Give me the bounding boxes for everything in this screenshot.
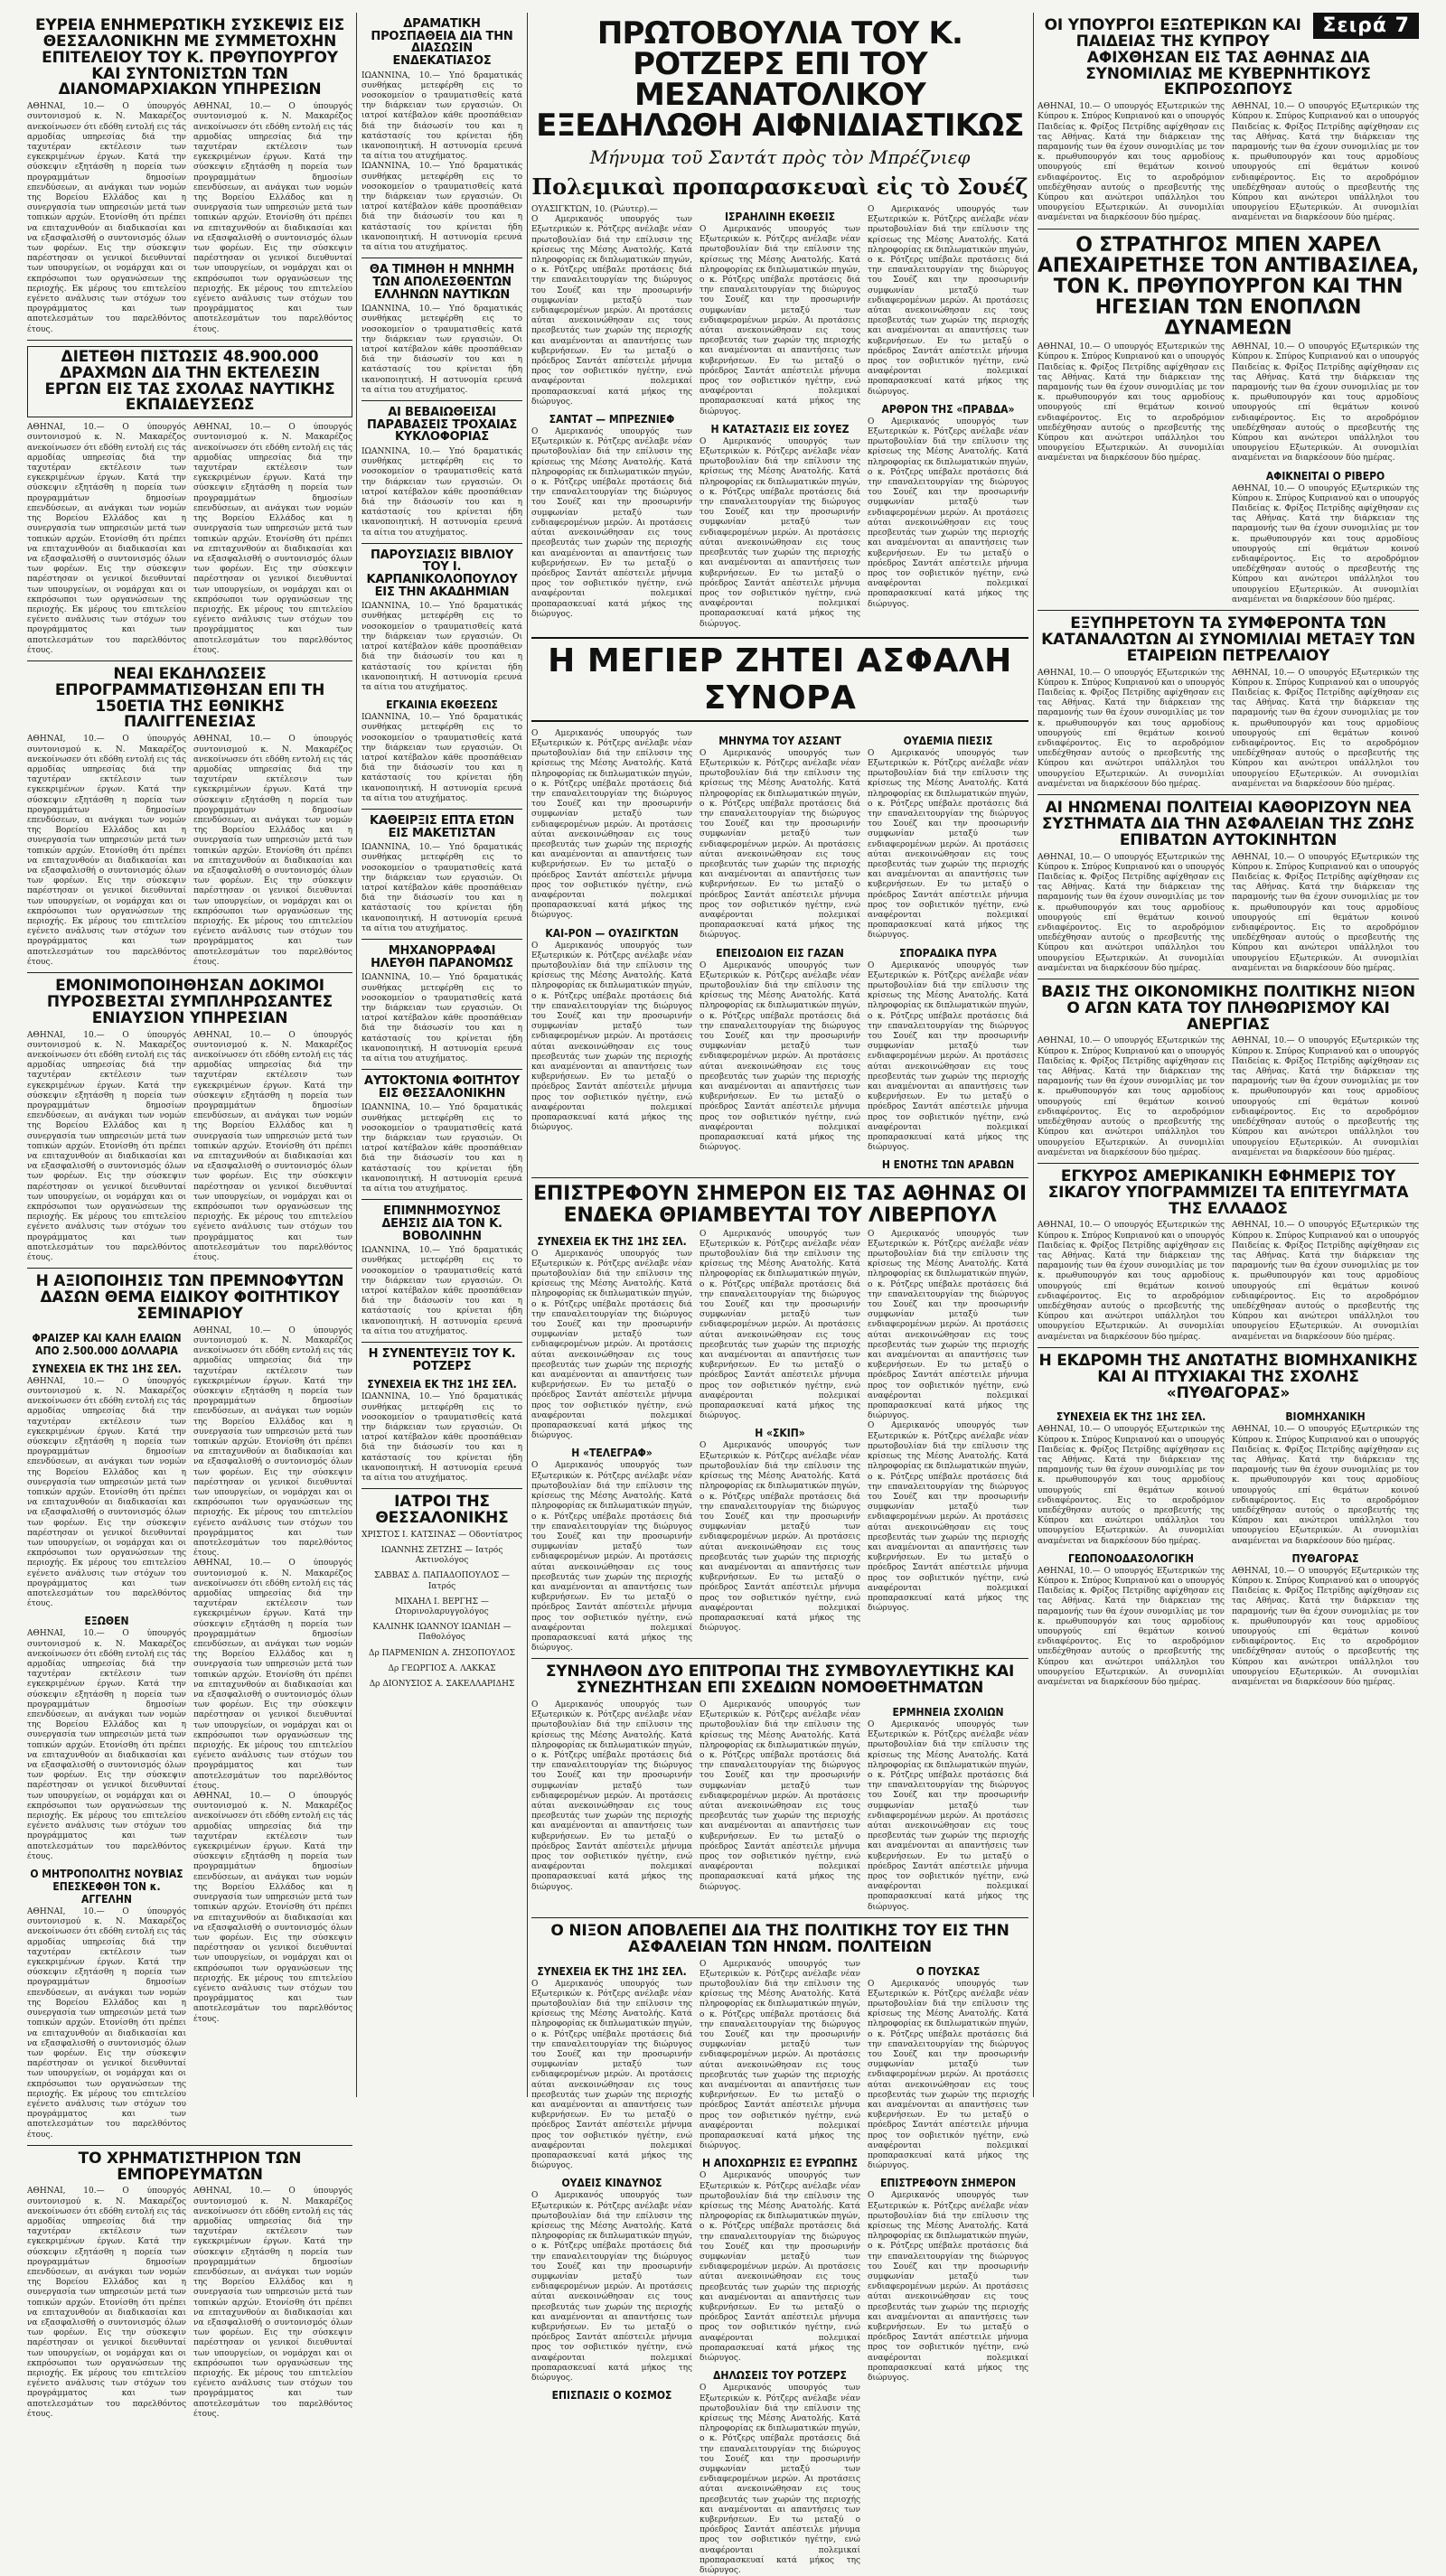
continuation-label: ΣΥΝΕΧΕΙΑ ΕΚ ΤΗΣ 1ΗΣ ΣΕΛ. [32,1362,182,1375]
headline: ΔΙΕΤΕΘΗ ΠΙΣΤΩΣΙΣ 48.900.000 ΔΡΑΧΜΩΝ ΔΙΑ ΤΗΝ ΕΚΤΕΛΕΣΙΝ ΕΡΓΩΝ ΕΙΣ ΤΑΣ ΣΧΟΛΑΣ ΝΑΥΤΙΚΗΣ ΕΚΠΑΙΔΕΥΣΕΩΣ [27,346,352,417]
headline: ΒΑΣΙΣ ΤΗΣ ΟΙΚΟΝΟΜΙΚΗΣ ΠΟΛΙΤΙΚΗΣ ΝΙΞΟΝ Ο ΑΓΩΝ ΚΑΤΑ ΤΟΥ ΠΛΗΘΩΡΙΣΜΟΥ ΚΑΙ ΑΝΕΡΓΙΑΣ [1041,982,1415,1034]
banner-headline: Η ΜΕΓΙΕΡ ΖΗΤΕΙ ΑΣΦΑΛΗ ΣΥΝΟΡΑ [531,637,1028,722]
page-flag: Σειρά 7 [1313,13,1419,39]
headline: Ο ΣΤΡΑΤΗΓΟΣ ΜΠΕΝ ΧΑΡΕΛ ΑΠΕΧΑΙΡΕΤΗΣΕ ΤΟΝ ΑΝΤΙΒΑΣΙΛΕΑ, ΤΟΝ Κ. ΠΡΘΥΠΟΥΡΓΟΝ ΚΑΙ ΤΗΝ ΗΓΕΣΙΑΝ ΤΩΝ ΕΝΟΠΛΩΝ ΔΥΝΑΜΕΩΝ [1038,233,1419,341]
kicker: Πολεμικαὶ προπαρασκευαὶ εἰς τὸ Σουέζ [531,173,1028,200]
headline: Ο ΝΙΞΟΝ ΑΠΟΒΛΕΠΕΙ ΔΙΑ ΤΗΣ ΠΟΛΙΤΙΚΗΣ ΤΟΥ ΕΙΣ ΤΗΝ ΑΣΦΑΛΕΙΑΝ ΤΩΝ ΗΝΩΜ. ΠΟΛΙΤΕΙΩΝ [550,1921,1009,1956]
headline: ΟΙ ΥΠΟΥΡΓΟΙ ΕΞΩΤΕΡΙΚΩΝ ΚΑΙ ΠΑΙΔΕΙΑΣ ΤΗΣ ΚΥΠΡΟΥ ΑΦΙΧΘΗΣΑΝ ΕΙΣ ΤΑΣ ΑΘΗΝΑΣ ΔΙΑ ΣΥΝΟΜΙΛΙΑΣ ΜΕ ΚΥΒΕΡΝΗΤΙΚΟΥΣ ΕΚΠΡΟΣΩΠΟΥΣ [1044,16,1371,99]
headline: ΑΙ ΒΕΒΑΙΩΘΕΙΣΑΙ ΠΑΡΑΒΑΣΕΙΣ ΤΡΟΧΑΙΑΣ ΚΥΚΛΟΦΟΡΙΑΣ [366,405,517,445]
column-rule [1033,13,1034,2097]
headline: ΜΗΧΑΝΟΡΡΑΦΑΙ ΗΛΕΥΘΗ ΠΑΡΑΝΟΜΩΣ [371,944,513,970]
doctors-directory: ΧΡΙΣΤΟΣ Ι. ΚΑΤΣΙΝΑΣ — Οδοντίατρος ΙΩΑΝΝΗΣ ΖΕΤΖΗΣ — Ιατρός Ακτινολόγος ΣΑΒΒΑΣ Δ. ΠΑΠΑΔΟΠΟΥΛΟΣ — Ιατρός ΜΙΧΑΗΛ Ι. ΒΕΡΓΗΣ — Ωτορινολαρυγγολόγος ΚΑΛΙΝΗΚ ΙΩΑΝΝΟΥ ΙΩΑΝΙΔΗ — Παθολόγος Δρ ΠΑΡΜΕΝΙΩΝ Α. ΖΗΣΟΠΟΥΛΟΣ Δρ ΓΕΩΡΓΙΟΣ Α. ΛΑΚΚΑΣ Δρ ΔΙΟΝΥΣΙΟΣ Α. ΣΑΚΕΛΛΑΡΙΔΗΣ [362,1530,522,1690]
headline: ΔΡΑΜΑΤΙΚΗ ΠΡΟΣΠΑΘΕΙΑ ΔΙΑ ΤΗΝ ΔΙΑΣΩΣΙΝ ΕΝΔΕΚΑΤΙΑΣΟΣ [371,17,513,68]
column-rule [527,13,528,2097]
headline: ΙΑΤΡΟΙ ΤΗΣ ΘΕΣΣΑΛΟΝΙΚΗΣ [375,1493,509,1527]
headline: ΕΓΚΥΡΟΣ ΑΜΕΡΙΚΑΝΙΚΗ ΕΦΗΜΕΡΙΣ ΤΟΥ ΣΙΚΑΓΟΥ ΥΠΟΓΡΑΜΜΙΖΕΙ ΤΑ ΕΠΙΤΕΥΓΜΑΤΑ ΤΗΣ ΕΛΛΑΔΟΣ [1047,1166,1409,1218]
headline: ΠΑΡΟΥΣΙΑΣΙΣ ΒΙΒΛΙΟΥ ΤΟΥ Ι. ΚΑΡΠΑΝΙΚΟΛΟΠΟΥΛΟΥ ΕΙΣ ΤΗΝ ΑΚΑΔΗΜΙΑΝ [366,548,518,599]
headline: ΕΥΡΕΙΑ ΕΝΗΜΕΡΩΤΙΚΗ ΣΥΣΚΕΨΙΣ ΕΙΣ ΘΕΣΣΑΛΟΝΙΚΗΝ ΜΕ ΣΥΜΜΕΤΟΧΗΝ ΕΠΙΤΕΛΕΙΟΥ ΤΟΥ Κ. ΠΡΘΥΠΟΥΡΓΟΥ ΚΑΙ ΣΥΝΤΟΝΙΣΤΩΝ ΤΩΝ ΔΙΑΝΟΜΑΡΧΙΑΚΩΝ ΥΠΗΡΕΣΙΩΝ [34,16,345,99]
article-body: ΑΘΗΝΑΙ, 10.— Ο ύπουργός συντονισμού κ. Ν. Μακαρέζος ανεκοίνωσεν ότι εδόθη εντολή εις τάς αρμοδίας υπηρεσίας διά την ταχυτέραν εκτέλεσιν των εγκεκριμένων έργων. Κατά την σύσκεψιν εξητάσθη η πορεία των προγραμμάτων δημοσίων επενδύσεων, αι ανάγκαι των νομών της Βορείου Ελλάδος και η συνεργασία των υπηρεσιών μετά των τοπικών αρχών. Ετονίσθη ότι πρέπει να επιταχυνθούν αι διαδικασίαι και να εξασφαλισθή ο συντονισμός όλων των φορέων. Εις την σύσκεψιν παρέστησαν οι γενικοί διευθυνταί των υπουργείων, οι νομάρχαι και οι εκπρόσωποι των οργανώσεων της περιοχής. Εκ μέρους του επιτελείου εγένετο ανάλυσις των στόχων του προγράμματος και των αποτελεσμάτων του παρελθόντος έτους. ΑΘΗΝΑΙ, 10.— Ο ύπουργός συντονισμού κ. Ν. Μακαρέζος ανεκοίνωσεν ότι εδόθη εντολή εις τάς αρμοδίας υπηρεσίας διά την ταχυτέραν εκτέλεσιν των εγκεκριμένων έργων. Κατά την σύσκεψιν εξητάσθη η πορεία των προγραμμάτων δημοσίων επενδύσεων, αι ανάγκαι των νομών της Βορείου Ελλάδος και η συνεργασία των υπηρεσιών μετά των τοπικών αρχών. Ετονίσθη ότι πρέπει να επιταχυνθούν αι διαδικασίαι και να εξασφαλισθή ο συντονισμός όλων των φορέων. Εις την σύσκεψιν παρέστησαν οι γενικοί διευθυνταί των υπουργείων, οι νομάρχαι και οι εκπρόσωποι των οργανώσεων της περιοχής. Εκ μέρους του επιτελείου εγένετο ανάλυσις των στόχων του προγράμματος και των αποτελεσμάτων του παρελθόντος έτους. [27,102,352,334]
column-rule [356,13,357,2097]
headline: ΝΕΑΙ ΕΚΔΗΛΩΣΕΙΣ ΕΠΡΟΓΡΑΜΜΑΤΙΣΘΗΣΑΝ ΕΠΙ ΤΗ 150ΕΤΙΑ ΤΗΣ ΕΘΝΙΚΗΣ ΠΑΛΙΓΓΕΝΕΣΙΑΣ [54,664,325,732]
headline: ΤΟ ΧΡΗΜΑΤΙΣΤΗΡΙΟΝ ΤΩΝ ΕΜΠΟΡΕΥΜΑΤΩΝ [78,2149,302,2184]
subheading: Ο ΜΗΤΡΟΠΟΛΙΤΗΣ ΝΟΥΒΙΑΣ ΕΠΕΣΚΕΦΘΗ ΤΟΝ κ. ΑΓΓΕΛΗΝ [30,1868,183,1906]
kicker: Μήνυμα τοῦ Σαντάτ πρὸς τὸν Μπρέζνιεφ [589,146,971,168]
headline: Η ΑΞΙΟΠΟΙΗΣΙΣ ΤΩΝ ΠΡΕΜΝΟΦΥΤΩΝ ΔΑΣΩΝ ΘΕΜΑ ΕΙΔΙΚΟΥ ΦΟΙΤΗΤΙΚΟΥ ΣΕΜΙΝΑΡΙΟΥ [35,1272,344,1323]
headline: Η ΕΚΔΡΟΜΗ ΤΗΣ ΑΝΩΤΑΤΗΣ ΒΙΟΜΗΧΑΝΙΚΗΣ ΚΑΙ ΑΙ ΠΤΥΧΙΑΚΑΙ ΤΗΣ ΣΧΟΛΗΣ «ΠΥΘΑΓΟΡΑΣ» [1038,1351,1418,1402]
column-1: ΕΥΡΕΙΑ ΕΝΗΜΕΡΩΤΙΚΗ ΣΥΣΚΕΨΙΣ ΕΙΣ ΘΕΣΣΑΛΟΝΙΚΗΝ ΜΕ ΣΥΜΜΕΤΟΧΗΝ ΕΠΙΤΕΛΕΙΟΥ ΤΟΥ Κ. ΠΡΘΥΠΟΥΡΓΟΥ ΚΑΙ ΣΥΝΤΟΝΙΣΤΩΝ ΤΩΝ ΔΙΑΝΟΜΑΡΧΙΑΚΩΝ ΥΠΗΡΕΣΙΩΝ ΑΘΗΝΑΙ, 10.— Ο ύπουργός συντονισμού κ. Ν. Μακαρέζος ανεκοίνωσεν ότι εδόθη εντολή εις τάς αρμοδίας υπηρεσίας διά την ταχυτέραν εκτέλεσιν των εγκεκριμένων έργων. Κατά την σύσκεψιν εξητάσθη η πορεία των προγραμμάτων δημοσίων επενδύσεων, αι ανάγκαι των νομών της Βορείου Ελλάδος και η συνεργασία των υπηρεσιών μετά των τοπικών αρχών. Ετονίσθη ότι πρέπει να επιταχυνθούν αι διαδικασίαι και να εξασφαλισθή ο συντονισμός όλων των φορέων. Εις την σύσκεψιν παρέστησαν οι γενικοί διευθυνταί των υπουργείων, οι νομάρχαι και οι εκπρόσωποι των οργανώσεων της περιοχής. Εκ μέρους του επιτελείου εγένετο ανάλυσις των στόχων του προγράμματος και των αποτελεσμάτων του παρελθόντος έτους. ΑΘΗΝΑΙ, 10.— Ο ύπουργός συντονισμού κ. Ν. Μακαρέζος ανεκοίνωσεν ότι εδόθη εντολή εις τάς αρμοδίας υπηρεσίας διά την ταχυτέραν εκτέλεσιν των εγκεκριμένων έργων. Κατά την σύσκεψιν εξητάσθη η πορεία των προγραμμάτων δημοσίων επενδύσεων, αι ανάγκαι των νομών της Βορείου Ελλάδος και η συνεργασία των υπηρεσιών μετά των τοπικών αρχών. Ετονίσθη ότι πρέπει να επιταχυνθούν αι διαδικασίαι και να εξασφαλισθή ο συντονισμός όλων των φορέων. Εις την σύσκεψιν παρέστησαν οι γενικοί διευθυνταί των υπουργείων, οι νομάρχαι και οι εκπρόσωποι των οργανώσεων της περιοχής. Εκ μέρους του επιτελείου εγένετο ανάλυσις των στόχων του προγράμματος και των αποτελεσμάτων του παρελθόντος έτους. ΔΙΕΤΕΘΗ ΠΙΣΤΩΣΙΣ 48.900.000 ΔΡΑΧΜΩΝ ΔΙΑ ΤΗΝ ΕΚΤΕΛΕΣΙΝ ΕΡΓΩΝ ΕΙΣ ΤΑΣ ΣΧΟΛΑΣ ΝΑΥΤΙΚΗΣ ΕΚΠΑΙΔΕΥΣΕΩΣ ΑΘΗΝΑΙ, 10.— Ο ύπουργός συντονισμού κ. Ν. Μακαρέζος ανεκοίνωσεν ότι εδόθη εντολή εις τάς αρμοδίας υπηρεσίας διά την ταχυτέραν εκτέλεσιν των εγκεκριμένων έργων. Κατά την σύσκεψιν εξητάσθη η πορεία των προγραμμάτων δημοσίων επενδύσεων, αι ανάγκαι των νομών της Βορείου Ελλάδος και η συνεργασία των υπηρεσιών μετά των τοπικών αρχών. Ετονίσθη ότι πρέπει να επιταχυνθούν αι διαδικασίαι και να εξασφαλισθή ο συντονισμός όλων των φορέων. Εις την σύσκεψιν παρέστησαν οι γενικοί διευθυνταί των υπουργείων, οι νομάρχαι και οι εκπρόσωποι των οργανώσεων της περιοχής. Εκ μέρους του επιτελείου εγένετο ανάλυσις των στόχων του προγράμματος και των αποτελεσμάτων του παρελθόντος έτους. ΑΘΗΝΑΙ, 10.— Ο ύπουργός συντονισμού κ. Ν. Μακαρέζος ανεκοίνωσεν ότι εδόθη εντολή εις τάς αρμοδίας υπηρεσίας διά την ταχυτέραν εκτέλεσιν των εγκεκριμένων έργων. Κατά την σύσκεψιν εξητάσθη η πορεία των προγραμμάτων δημοσίων επενδύσεων, αι ανάγκαι των νομών της Βορείου Ελλάδος και η συνεργασία των υπηρεσιών μετά των τοπικών αρχών. Ετονίσθη ότι πρέπει να επιταχυνθούν αι διαδικασίαι και να εξασφαλισθή ο συντονισμός όλων των φορέων. Εις την σύσκεψιν παρέστησαν οι γενικοί διευθυνταί των υπουργείων, οι νομάρχαι και οι εκπρόσωποι των οργανώσεων της περιοχής. Εκ μέρους του επιτελείου εγένετο ανάλυσις των στόχων του προγράμματος και των αποτελεσμάτων του παρελθόντος έτους. ΝΕΑΙ ΕΚΔΗΛΩΣΕΙΣ ΕΠΡΟΓΡΑΜΜΑΤΙΣΘΗΣΑΝ ΕΠΙ ΤΗ 150ΕΤΙΑ ΤΗΣ ΕΘΝΙΚΗΣ ΠΑΛΙΓΓΕΝΕΣΙΑΣ ΑΘΗΝΑΙ, 10.— Ο ύπουργός συντονισμού κ. Ν. Μακαρέζος ανεκοίνωσεν ότι εδόθη εντολή εις τάς αρμοδίας υπηρεσίας διά την ταχυτέραν εκτέλεσιν των εγκεκριμένων έργων. Κατά την σύσκεψιν εξητάσθη η πορεία των προγραμμάτων δημοσίων επενδύσεων, αι ανάγκαι των νομών της Βορείου Ελλάδος και η συνεργασία των υπηρεσιών μετά των τοπικών αρχών. Ετονίσθη ότι πρέπει να επιταχυνθούν αι διαδικασίαι και να εξασφαλισθή ο συντονισμός όλων των φορέων. Εις την σύσκεψιν παρέστησαν οι γενικοί διευθυνταί των υπουργείων, οι νομάρχαι και οι εκπρόσωποι των οργανώσεων της περιοχής. Εκ μέρους του επιτελείου εγένετο ανάλυσις των στόχων του προγράμματος και των αποτελεσμάτων του παρελθόντος έτους. ΑΘΗΝΑΙ, 10.— Ο ύπουργός συντονισμού κ. Ν. Μακαρέζος ανεκοίνωσεν ότι εδόθη εντολή εις τάς αρμοδίας υπηρεσίας διά την ταχυτέραν εκτέλεσιν των εγκεκριμένων έργων. Κατά την σύσκεψιν εξητάσθη η πορεία των προγραμμάτων δημοσίων επενδύσεων, αι ανάγκαι των νομών της Βορείου Ελλάδος και η συνεργασία των υπηρεσιών μετά των τοπικών αρχών. Ετονίσθη ότι πρέπει να επιταχυνθούν αι διαδικασίαι και να εξασφαλισθή ο συντονισμός όλων των φορέων. Εις την σύσκεψιν παρέστησαν οι γενικοί διευθυνταί των υπουργείων, οι νομάρχαι και οι εκπρόσωποι των οργανώσεων της περιοχής. Εκ μέρους του επιτελείου εγένετο ανάλυσις των στόχων του προγράμματος και των αποτελεσμάτων του παρελθόντος έτους. ΕΜΟΝΙΜΟΠΟΙΗΘΗΣΑΝ ΔΟΚΙΜΟΙ ΠΥΡΟΣΒΕΣΤΑΙ ΣΥΜΠΛΗΡΩΣΑΝΤΕΣ ΕΝΙΑΥΣΙΟΝ ΥΠΗΡΕΣΙΑΝ ΑΘΗΝΑΙ, 10.— Ο ύπουργός συντονισμού κ. Ν. Μακαρέζος ανεκοίνωσεν ότι εδόθη εντολή εις τάς αρμοδίας υπηρεσίας διά την ταχυτέραν εκτέλεσιν των εγκεκριμένων έργων. Κατά την σύσκεψιν εξητάσθη η πορεία των προγραμμάτων δημοσίων επενδύσεων, αι ανάγκαι των νομών της Βορείου Ελλάδος και η συνεργασία των υπηρεσιών μετά των τοπικών αρχών. Ετονίσθη ότι πρέπει να επιταχυνθούν αι διαδικασίαι και να εξασφαλισθή ο συντονισμός όλων των φορέων. Εις την σύσκεψιν παρέστησαν οι γενικοί διευθυνταί των υπουργείων, οι νομάρχαι και οι εκπρόσωποι των οργανώσεων της περιοχής. Εκ μέρους του επιτελείου εγένετο ανάλυσις των στόχων του προγράμματος και των αποτελεσμάτων του παρελθόντος έτους. ΑΘΗΝΑΙ, 10.— Ο ύπουργός συντονισμού κ. Ν. Μακαρέζος ανεκοίνωσεν ότι εδόθη εντολή εις τάς αρμοδίας υπηρεσίας διά την ταχυτέραν εκτέλεσιν των εγκεκριμένων έργων. Κατά την σύσκεψιν εξητάσθη η πορεία των προγραμμάτων δημοσίων επενδύσεων, αι ανάγκαι των νομών της Βορείου Ελλάδος και η συνεργασία των υπηρεσιών μετά των τοπικών αρχών. Ετονίσθη ότι πρέπει να επιταχυνθούν αι διαδικασίαι και να εξασφαλισθή ο συντονισμός όλων των φορέων. Εις την σύσκεψιν παρέστησαν οι γενικοί διευθυνταί των υπουργείων, οι νομάρχαι και οι εκπρόσωποι των οργανώσεων της περιοχής. Εκ μέρους του επιτελείου εγένετο ανάλυσις των στόχων του προγράμματος και των αποτελεσμάτων του παρελθόντος έτους. Η ΑΞΙΟΠΟΙΗΣΙΣ ΤΩΝ ΠΡΕΜΝΟΦΥΤΩΝ ΔΑΣΩΝ ΘΕΜΑ ΕΙΔΙΚΟΥ ΦΟΙΤΗΤΙΚΟΥ ΣΕΜΙΝΑΡΙΟΥ ΦΡΑΙΖΕΡ ΚΑΙ ΚΑΛΗ ΕΛΑΙΩΝ ΑΠΟ 2.500.000 ΔΟΛΛΑΡΙΑ ΣΥΝΕΧΕΙΑ ΕΚ ΤΗΣ 1ΗΣ ΣΕΛ. ΑΘΗΝΑΙ, 10.— Ο ύπουργός συντονισμού κ. Ν. Μακαρέζος ανεκοίνωσεν ότι εδόθη εντολή εις τάς αρμοδίας υπηρεσίας διά την ταχυτέραν εκτέλεσιν των εγκεκριμένων έργων. Κατά την σύσκεψιν εξητάσθη η πορεία των προγραμμάτων δημοσίων επενδύσεων, αι ανάγκαι των νομών της Βορείου Ελλάδος και η συνεργασία των υπηρεσιών μετά των τοπικών αρχών. Ετονίσθη ότι πρέπει να επιταχυνθούν αι διαδικασίαι και να εξασφαλισθή ο συντονισμός όλων των φορέων. Εις την σύσκεψιν παρέστησαν οι γενικοί διευθυνταί των υπουργείων, οι νομάρχαι και οι εκπρόσωποι των οργανώσεων της περιοχής. Εκ μέρους του επιτελείου εγένετο ανάλυσις των στόχων του προγράμματος και των αποτελεσμάτων του παρελθόντος έτους. ΕΞΩΘΕΝ ΑΘΗΝΑΙ, 10.— Ο ύπουργός συντονισμού κ. Ν. Μακαρέζος ανεκοίνωσεν ότι εδόθη εντολή εις τάς αρμοδίας υπηρεσίας διά την ταχυτέραν εκτέλεσιν των εγκεκριμένων έργων. Κατά την σύσκεψιν εξητάσθη η πορεία των προγραμμάτων δημοσίων επενδύσεων, αι ανάγκαι των νομών της Βορείου Ελλάδος και η συνεργασία των υπηρεσιών μετά των τοπικών αρχών. Ετονίσθη ότι πρέπει να επιταχυνθούν αι διαδικασίαι και να εξασφαλισθή ο συντονισμός όλων των φορέων. Εις την σύσκεψιν παρέστησαν οι γενικοί διευθυνταί των υπουργείων, οι νομάρχαι και οι εκπρόσωποι των οργανώσεων της περιοχής. Εκ μέρους του επιτελείου εγένετο ανάλυσις των στόχων του προγράμματος και των αποτελεσμάτων του παρελθόντος έτους. Ο ΜΗΤΡΟΠΟΛΙΤΗΣ ΝΟΥΒΙΑΣ ΕΠΕΣΚΕΦΘΗ ΤΟΝ κ. ΑΓΓΕΛΗΝ ΑΘΗΝΑΙ, 10.— Ο ύπουργός συντονισμού κ. Ν. Μακαρέζος ανεκοίνωσεν ότι εδόθη εντολή εις τάς αρμοδίας υπηρεσίας διά την ταχυτέραν εκτέλεσιν των εγκεκριμένων έργων. Κατά την σύσκεψιν εξητάσθη η πορεία των προγραμμάτων δημοσίων επενδύσεων, αι ανάγκαι των νομών της Βορείου Ελλάδος και η συνεργασία των υπηρεσιών μετά των τοπικών αρχών. Ετονίσθη ότι πρέπει να επιταχυνθούν αι διαδικασίαι και να εξασφαλισθή ο συντονισμός όλων των φορέων. Εις την σύσκεψιν παρέστησαν οι γενικοί διευθυνταί των υπουργείων, οι νομάρχαι και οι εκπρόσωποι των οργανώσεων της περιοχής. Εκ μέρους του επιτελείου εγένετο ανάλυσις των στόχων του προγράμματος και των αποτελεσμάτων του παρελθόντος έτους. ΑΘΗΝΑΙ, 10.— Ο ύπουργός συντονισμού κ. Ν. Μακαρέζος ανεκοίνωσεν ότι εδόθη εντολή εις τάς αρμοδίας υπηρεσίας διά την ταχυτέραν εκτέλεσιν των εγκεκριμένων έργων. Κατά την σύσκεψιν εξητάσθη η πορεία των προγραμμάτων δημοσίων επενδύσεων, αι ανάγκαι των νομών της Βορείου Ελλάδος και η συνεργασία των υπηρεσιών μετά των τοπικών αρχών. Ετονίσθη ότι πρέπει να επιταχυνθούν αι διαδικασίαι και να εξασφαλισθή ο συντονισμός όλων των φορέων. Εις την σύσκεψιν παρέστησαν οι γενικοί διευθυνταί των υπουργείων, οι νομάρχαι και οι εκπρόσωποι των οργανώσεων της περιοχής. Εκ μέρους του επιτελείου εγένετο ανάλυσις των στόχων του προγράμματος και των αποτελεσμάτων του παρελθόντος έτους. ΑΘΗΝΑΙ, 10.— Ο ύπουργός συντονισμού κ. Ν. Μακαρέζος ανεκοίνωσεν ότι εδόθη εντολή εις τάς αρμοδίας υπηρεσίας διά την ταχυτέραν εκτέλεσιν των εγκεκριμένων έργων. Κατά την σύσκεψιν εξητάσθη η πορεία των προγραμμάτων δημοσίων επενδύσεων, αι ανάγκαι των νομών της Βορείου Ελλάδος και η συνεργασία των υπηρεσιών μετά των τοπικών αρχών. Ετονίσθη ότι πρέπει να επιταχυνθούν αι διαδικασίαι και να εξασφαλισθή ο συντονισμός όλων των φορέων. Εις την σύσκεψιν παρέστησαν οι γενικοί διευθυνταί των υπουργείων, οι νομάρχαι και οι εκπρόσωποι των οργανώσεων της περιοχής. Εκ μέρους του επιτελείου εγένετο ανάλυσις των στόχων του προγράμματος και των αποτελεσμάτων του παρελθόντος έτους. ΑΘΗΝΑΙ, 10.— Ο ύπουργός συντονισμού κ. Ν. Μακαρέζος ανεκοίνωσεν ότι εδόθη εντολή εις τάς αρμοδίας υπηρεσίας διά την ταχυτέραν εκτέλεσιν των εγκεκριμένων έργων. Κατά την σύσκεψιν εξητάσθη η πορεία των προγραμμάτων δημοσίων επενδύσεων, αι ανάγκαι των νομών της Βορείου Ελλάδος και η συνεργασία των υπηρεσιών μετά των τοπικών αρχών. Ετονίσθη ότι πρέπει να επιταχυνθούν αι διαδικασίαι και να εξασφαλισθή ο συντονισμός όλων των φορέων. Εις την σύσκεψιν παρέστησαν οι γενικοί διευθυνταί των υπουργείων, οι νομάρχαι και οι εκπρόσωποι των οργανώσεων της περιοχής. Εκ μέρους του επιτελείου εγένετο ανάλυσις των στόχων του προγράμματος και των αποτελεσμάτων του παρελθόντος έτους. ΤΟ ΧΡΗΜΑΤΙΣΤΗΡΙΟΝ ΤΩΝ ΕΜΠΟΡΕΥΜΑΤΩΝ ΑΘΗΝΑΙ, 10.— Ο ύπουργός συντονισμού κ. Ν. Μακαρέζος ανεκοίνωσεν ότι εδόθη εντολή εις τάς αρμοδίας υπηρεσίας διά την ταχυτέραν εκτέλεσιν των εγκεκριμένων έργων. Κατά την σύσκεψιν εξητάσθη η πορεία των προγραμμάτων δημοσίων επενδύσεων, αι ανάγκαι των νομών της Βορείου Ελλάδος και η συνεργασία των υπηρεσιών μετά των τοπικών αρχών. Ετονίσθη ότι πρέπει να επιταχυνθούν αι διαδικασίαι και να εξασφαλισθή ο συντονισμός όλων των φορέων. Εις την σύσκεψιν παρέστησαν οι γενικοί διευθυνταί των υπουργείων, οι νομάρχαι και οι εκπρόσωποι των οργανώσεων της περιοχής. Εκ μέρους του επιτελείου εγένετο ανάλυσις των στόχων του προγράμματος και των αποτελεσμάτων του παρελθόντος έτους. ΑΘΗΝΑΙ, 10.— Ο ύπουργός συντονισμού κ. Ν. Μακαρέζος ανεκοίνωσεν ότι εδόθη εντολή εις τάς αρμοδίας υπηρεσίας διά την ταχυτέραν εκτέλεσιν των εγκεκριμένων έργων. Κατά την σύσκεψιν εξητάσθη η πορεία των προγραμμάτων δημοσίων επενδύσεων, αι ανάγκαι των νομών της Βορείου Ελλάδος και η συνεργασία των υπηρεσιών μετά των τοπικών αρχών. Ετονίσθη ότι πρέπει να επιταχυνθούν αι διαδικασίαι και να εξασφαλισθή ο συντονισμός όλων των φορέων. Εις την σύσκεψιν παρέστησαν οι γενικοί διευθυνταί των υπουργείων, οι νομάρχαι και οι εκπρόσωποι των οργανώσεων της περιοχής. Εκ μέρους του επιτελείου εγένετο ανάλυσις των στόχων του προγράμματος και των αποτελεσμάτων του παρελθόντος έτους. [27,16,352,2419]
headline: ΕΠΙΜΝΗΜΟΣΥΝΟΣ ΔΕΗΣΙΣ ΔΙΑ ΤΟΝ Κ. ΒΟΒΟΛΙΝΗΝ [381,1204,502,1243]
headline: Η ΣΥΝΕΝΤΕΥΞΙΣ ΤΟΥ Κ. ΡΟΤΖΕΡΣ [368,1347,516,1373]
headline: ΕΞΥΠΗΡΕΤΟΥΝ ΤΑ ΣΥΜΦΕΡΟΝΤΑ ΤΩΝ ΚΑΤΑΝΑΛΩΤΩΝ ΑΙ ΣΥΝΟΜΙΛΙΑΙ ΜΕΤΑΞΥ ΤΩΝ ΕΤΑΙΡΕΙΩΝ ΠΕΤΡΕΛΑΙΟΥ [1041,614,1415,665]
headline: ΚΑΘΕΙΡΞΙΣ ΕΠΤΑ ΕΤΩΝ ΕΙΣ ΜΑΚΕΤΙΣΤΑΝ [370,813,514,840]
column-2: ΔΡΑΜΑΤΙΚΗ ΠΡΟΣΠΑΘΕΙΑ ΔΙΑ ΤΗΝ ΔΙΑΣΩΣΙΝ ΕΝΔΕΚΑΤΙΑΣΟΣ ΙΩΑΝΝΙΝΑ, 10.— Υπό δραματικάς συνθήκας μετεφέρθη εις το νοσοκομείον ο τραυματισθείς κατά την διάρκειαν των εργασιών. Οι ιατροί κατέβαλον κάθε προσπάθειαν διά την διάσωσίν του και η κατάστασίς του κρίνεται ήδη ικανοποιητική. Η αστυνομία ερευνά τα αίτια του ατυχήματος. ΙΩΑΝΝΙΝΑ, 10.— Υπό δραματικάς συνθήκας μετεφέρθη εις το νοσοκομείον ο τραυματισθείς κατά την διάρκειαν των εργασιών. Οι ιατροί κατέβαλον κάθε προσπάθειαν διά την διάσωσίν του και η κατάστασίς του κρίνεται ήδη ικανοποιητική. Η αστυνομία ερευνά τα αίτια του ατυχήματος. ΘΑ ΤΙΜΗΘΗ Η ΜΝΗΜΗ ΤΩΝ ΑΠΟΛΕΣΘΕΝΤΩΝ ΕΛΛΗΝΩΝ ΝΑΥΤΙΚΩΝ ΙΩΑΝΝΙΝΑ, 10.— Υπό δραματικάς συνθήκας μετεφέρθη εις το νοσοκομείον ο τραυματισθείς κατά την διάρκειαν των εργασιών. Οι ιατροί κατέβαλον κάθε προσπάθειαν διά την διάσωσίν του και η κατάστασίς του κρίνεται ήδη ικανοποιητική. Η αστυνομία ερευνά τα αίτια του ατυχήματος. ΑΙ ΒΕΒΑΙΩΘΕΙΣΑΙ ΠΑΡΑΒΑΣΕΙΣ ΤΡΟΧΑΙΑΣ ΚΥΚΛΟΦΟΡΙΑΣ ΙΩΑΝΝΙΝΑ, 10.— Υπό δραματικάς συνθήκας μετεφέρθη εις το νοσοκομείον ο τραυματισθείς κατά την διάρκειαν των εργασιών. Οι ιατροί κατέβαλον κάθε προσπάθειαν διά την διάσωσίν του και η κατάστασίς του κρίνεται ήδη ικανοποιητική. Η αστυνομία ερευνά τα αίτια του ατυχήματος. ΠΑΡΟΥΣΙΑΣΙΣ ΒΙΒΛΙΟΥ ΤΟΥ Ι. ΚΑΡΠΑΝΙΚΟΛΟΠΟΥΛΟΥ ΕΙΣ ΤΗΝ ΑΚΑΔΗΜΙΑΝ ΙΩΑΝΝΙΝΑ, 10.— Υπό δραματικάς συνθήκας μετεφέρθη εις το νοσοκομείον ο τραυματισθείς κατά την διάρκειαν των εργασιών. Οι ιατροί κατέβαλον κάθε προσπάθειαν διά την διάσωσίν του και η κατάστασίς του κρίνεται ήδη ικανοποιητική. Η αστυνομία ερευνά τα αίτια του ατυχήματος. ΕΓΚΑΙΝΙΑ ΕΚΘΕΣΕΩΣ ΙΩΑΝΝΙΝΑ, 10.— Υπό δραματικάς συνθήκας μετεφέρθη εις το νοσοκομείον ο τραυματισθείς κατά την διάρκειαν των εργασιών. Οι ιατροί κατέβαλον κάθε προσπάθειαν διά την διάσωσίν του και η κατάστασίς του κρίνεται ήδη ικανοποιητική. Η αστυνομία ερευνά τα αίτια του ατυχήματος. ΚΑΘΕΙΡΞΙΣ ΕΠΤΑ ΕΤΩΝ ΕΙΣ ΜΑΚΕΤΙΣΤΑΝ ΙΩΑΝΝΙΝΑ, 10.— Υπό δραματικάς συνθήκας μετεφέρθη εις το νοσοκομείον ο τραυματισθείς κατά την διάρκειαν των εργασιών. Οι ιατροί κατέβαλον κάθε προσπάθειαν διά την διάσωσίν του και η κατάστασίς του κρίνεται ήδη ικανοποιητική. Η αστυνομία ερευνά τα αίτια του ατυχήματος. ΜΗΧΑΝΟΡΡΑΦΑΙ ΗΛΕΥΘΗ ΠΑΡΑΝΟΜΩΣ ΙΩΑΝΝΙΝΑ, 10.— Υπό δραματικάς συνθήκας μετεφέρθη εις το νοσοκομείον ο τραυματισθείς κατά την διάρκειαν των εργασιών. Οι ιατροί κατέβαλον κάθε προσπάθειαν διά την διάσωσίν του και η κατάστασίς του κρίνεται ήδη ικανοποιητική. Η αστυνομία ερευνά τα αίτια του ατυχήματος. ΑΥΤΟΚΤΟΝΙΑ ΦΟΙΤΗΤΟΥ ΕΙΣ ΘΕΣΣΑΛΟΝΙΚΗΝ ΙΩΑΝΝΙΝΑ, 10.— Υπό δραματικάς συνθήκας μετεφέρθη εις το νοσοκομείον ο τραυματισθείς κατά την διάρκειαν των εργασιών. Οι ιατροί κατέβαλον κάθε προσπάθειαν διά την διάσωσίν του και η κατάστασίς του κρίνεται ήδη ικανοποιητική. Η αστυνομία ερευνά τα αίτια του ατυχήματος. ΕΠΙΜΝΗΜΟΣΥΝΟΣ ΔΕΗΣΙΣ ΔΙΑ ΤΟΝ Κ. ΒΟΒΟΛΙΝΗΝ ΙΩΑΝΝΙΝΑ, 10.— Υπό δραματικάς συνθήκας μετεφέρθη εις το νοσοκομείον ο τραυματισθείς κατά την διάρκειαν των εργασιών. Οι ιατροί κατέβαλον κάθε προσπάθειαν διά την διάσωσίν του και η κατάστασίς του κρίνεται ήδη ικανοποιητική. Η αστυνομία ερευνά τα αίτια του ατυχήματος. Η ΣΥΝΕΝΤΕΥΞΙΣ ΤΟΥ Κ. ΡΟΤΖΕΡΣ ΣΥΝΕΧΕΙΑ ΕΚ ΤΗΣ 1ΗΣ ΣΕΛ. ΙΩΑΝΝΙΝΑ, 10.— Υπό δραματικάς συνθήκας μετεφέρθη εις το νοσοκομείον ο τραυματισθείς κατά την διάρκειαν των εργασιών. Οι ιατροί κατέβαλον κάθε προσπάθειαν διά την διάσωσίν του και η κατάστασίς του κρίνεται ήδη ικανοποιητική. Η αστυνομία ερευνά τα αίτια του ατυχήματος. ΙΑΤΡΟΙ ΤΗΣ ΘΕΣΣΑΛΟΝΙΚΗΣ ΧΡΙΣΤΟΣ Ι. ΚΑΤΣΙΝΑΣ — Οδοντίατρος ΙΩΑΝΝΗΣ ΖΕΤΖΗΣ — Ιατρός Ακτινολόγος ΣΑΒΒΑΣ Δ. ΠΑΠΑΔΟΠΟΥΛΟΣ — Ιατρός ΜΙΧΑΗΛ Ι. ΒΕΡΓΗΣ — Ωτορινολαρυγγολόγος ΚΑΛΙΝΗΚ ΙΩΑΝΝΟΥ ΙΩΑΝΙΔΗ — Παθολόγος Δρ ΠΑΡΜΕΝΙΩΝ Α. ΖΗΣΟΠΟΥΛΟΣ Δρ ΓΕΩΡΓΙΟΣ Α. ΛΑΚΚΑΣ Δρ ΔΙΟΝΥΣΙΟΣ Α. ΣΑΚΕΛΛΑΡΙΔΗΣ [362,17,522,1690]
headline: ΘΑ ΤΙΜΗΘΗ Η ΜΝΗΜΗ ΤΩΝ ΑΠΟΛΕΣΘΕΝΤΩΝ ΕΛΛΗΝΩΝ ΝΑΥΤΙΚΩΝ [369,263,515,302]
column-4: Σειρά 7 ΟΙ ΥΠΟΥΡΓΟΙ ΕΞΩΤΕΡΙΚΩΝ ΚΑΙ ΠΑΙΔΕΙΑΣ ΤΗΣ ΚΥΠΡΟΥ ΑΦΙΧΘΗΣΑΝ ΕΙΣ ΤΑΣ ΑΘΗΝΑΣ ΔΙΑ ΣΥΝΟΜΙΛΙΑΣ ΜΕ ΚΥΒΕΡΝΗΤΙΚΟΥΣ ΕΚΠΡΟΣΩΠΟΥΣ ΑΘΗΝΑΙ, 10.— Ο υπουργός Εξωτερικών της Κύπρου κ. Σπύρος Κυπριανού και ο υπουργός Παιδείας κ. Φρίξος Πετρίδης αφίχθησαν εις τας Αθήνας. Κατά την διάρκειαν της παραμονής των θα έχουν συνομιλίας με τον κ. πρωθυπουργόν και τους αρμοδίους υπουργούς επί θεμάτων κοινού ενδιαφέροντος. Εις το αεροδρόμιον υπεδέχθησαν αυτούς ο πρεσβευτής της Κύπρου και ανώτεροι υπάλληλοι του υπουργείου Εξωτερικών. Αι συνομιλίαι αναμένεται να διαρκέσουν δύο ημέρας. ΑΘΗΝΑΙ, 10.— Ο υπουργός Εξωτερικών της Κύπρου κ. Σπύρος Κυπριανού και ο υπουργός Παιδείας κ. Φρίξος Πετρίδης αφίχθησαν εις τας Αθήνας. Κατά την διάρκειαν της παραμονής των θα έχουν συνομιλίας με τον κ. πρωθυπουργόν και τους αρμοδίους υπουργούς επί θεμάτων κοινού ενδιαφέροντος. Εις το αεροδρόμιον υπεδέχθησαν αυτούς ο πρεσβευτής της Κύπρου και ανώτεροι υπάλληλοι του υπουργείου Εξωτερικών. Αι συνομιλίαι αναμένεται να διαρκέσουν δύο ημέρας. Ο ΣΤΡΑΤΗΓΟΣ ΜΠΕΝ ΧΑΡΕΛ ΑΠΕΧΑΙΡΕΤΗΣΕ ΤΟΝ ΑΝΤΙΒΑΣΙΛΕΑ, ΤΟΝ Κ. ΠΡΘΥΠΟΥΡΓΟΝ ΚΑΙ ΤΗΝ ΗΓΕΣΙΑΝ ΤΩΝ ΕΝΟΠΛΩΝ ΔΥΝΑΜΕΩΝ ΑΘΗΝΑΙ, 10.— Ο υπουργός Εξωτερικών της Κύπρου κ. Σπύρος Κυπριανού και ο υπουργός Παιδείας κ. Φρίξος Πετρίδης αφίχθησαν εις τας Αθήνας. Κατά την διάρκειαν της παραμονής των θα έχουν συνομιλίας με τον κ. πρωθυπουργόν και τους αρμοδίους υπουργούς επί θεμάτων κοινού ενδιαφέροντος. Εις το αεροδρόμιον υπεδέχθησαν αυτούς ο πρεσβευτής της Κύπρου και ανώτεροι υπάλληλοι του υπουργείου Εξωτερικών. Αι συνομιλίαι αναμένεται να διαρκέσουν δύο ημέρας. ΑΘΗΝΑΙ, 10.— Ο υπουργός Εξωτερικών της Κύπρου κ. Σπύρος Κυπριανού και ο υπουργός Παιδείας κ. Φρίξος Πετρίδης αφίχθησαν εις τας Αθήνας. Κατά την διάρκειαν της παραμονής των θα έχουν συνομιλίας με τον κ. πρωθυπουργόν και τους αρμοδίους υπουργούς επί θεμάτων κοινού ενδιαφέροντος. Εις το αεροδρόμιον υπεδέχθησαν αυτούς ο πρεσβευτής της Κύπρου και ανώτεροι υπάλληλοι του υπουργείου Εξωτερικών. Αι συνομιλίαι αναμένεται να διαρκέσουν δύο ημέρας. ΑΦΙΚΝΕΙΤΑΙ Ο ΡΙΒΕΡΟ ΑΘΗΝΑΙ, 10.— Ο υπουργός Εξωτερικών της Κύπρου κ. Σπύρος Κυπριανού και ο υπουργός Παιδείας κ. Φρίξος Πετρίδης αφίχθησαν εις τας Αθήνας. Κατά την διάρκειαν της παραμονής των θα έχουν συνομιλίας με τον κ. πρωθυπουργόν και τους αρμοδίους υπουργούς επί θεμάτων κοινού ενδιαφέροντος. Εις το αεροδρόμιον υπεδέχθησαν αυτούς ο πρεσβευτής της Κύπρου και ανώτεροι υπάλληλοι του υπουργείου Εξωτερικών. Αι συνομιλίαι αναμένεται να διαρκέσουν δύο ημέρας. ΕΞΥΠΗΡΕΤΟΥΝ ΤΑ ΣΥΜΦΕΡΟΝΤΑ ΤΩΝ ΚΑΤΑΝΑΛΩΤΩΝ ΑΙ ΣΥΝΟΜΙΛΙΑΙ ΜΕΤΑΞΥ ΤΩΝ ΕΤΑΙΡΕΙΩΝ ΠΕΤΡΕΛΑΙΟΥ ΑΘΗΝΑΙ, 10.— Ο υπουργός Εξωτερικών της Κύπρου κ. Σπύρος Κυπριανού και ο υπουργός Παιδείας κ. Φρίξος Πετρίδης αφίχθησαν εις τας Αθήνας. Κατά την διάρκειαν της παραμονής των θα έχουν συνομιλίας με τον κ. πρωθυπουργόν και τους αρμοδίους υπουργούς επί θεμάτων κοινού ενδιαφέροντος. Εις το αεροδρόμιον υπεδέχθησαν αυτούς ο πρεσβευτής της Κύπρου και ανώτεροι υπάλληλοι του υπουργείου Εξωτερικών. Αι συνομιλίαι αναμένεται να διαρκέσουν δύο ημέρας. ΑΘΗΝΑΙ, 10.— Ο υπουργός Εξωτερικών της Κύπρου κ. Σπύρος Κυπριανού και ο υπουργός Παιδείας κ. Φρίξος Πετρίδης αφίχθησαν εις τας Αθήνας. Κατά την διάρκειαν της παραμονής των θα έχουν συνομιλίας με τον κ. πρωθυπουργόν και τους αρμοδίους υπουργούς επί θεμάτων κοινού ενδιαφέροντος. Εις το αεροδρόμιον υπεδέχθησαν αυτούς ο πρεσβευτής της Κύπρου και ανώτεροι υπάλληλοι του υπουργείου Εξωτερικών. Αι συνομιλίαι αναμένεται να διαρκέσουν δύο ημέρας. ΑΙ ΗΝΩΜΕΝΑΙ ΠΟΛΙΤΕΙΑΙ ΚΑΘΟΡΙΖΟΥΝ ΝΕΑ ΣΥΣΤΗΜΑΤΑ ΔΙΑ ΤΗΝ ΑΣΦΑΛΕΙΑΝ ΤΗΣ ΖΩΗΣ ΕΠΙΒΑΤΩΝ ΑΥΤΟΚΙΝΗΤΩΝ ΑΘΗΝΑΙ, 10.— Ο υπουργός Εξωτερικών της Κύπρου κ. Σπύρος Κυπριανού και ο υπουργός Παιδείας κ. Φρίξος Πετρίδης αφίχθησαν εις τας Αθήνας. Κατά την διάρκειαν της παραμονής των θα έχουν συνομιλίας με τον κ. πρωθυπουργόν και τους αρμοδίους υπουργούς επί θεμάτων κοινού ενδιαφέροντος. Εις το αεροδρόμιον υπεδέχθησαν αυτούς ο πρεσβευτής της Κύπρου και ανώτεροι υπάλληλοι του υπουργείου Εξωτερικών. Αι συνομιλίαι αναμένεται να διαρκέσουν δύο ημέρας. ΑΘΗΝΑΙ, 10.— Ο υπουργός Εξωτερικών της Κύπρου κ. Σπύρος Κυπριανού και ο υπουργός Παιδείας κ. Φρίξος Πετρίδης αφίχθησαν εις τας Αθήνας. Κατά την διάρκειαν της παραμονής των θα έχουν συνομιλίας με τον κ. πρωθυπουργόν και τους αρμοδίους υπουργούς επί θεμάτων κοινού ενδιαφέροντος. Εις το αεροδρόμιον υπεδέχθησαν αυτούς ο πρεσβευτής της Κύπρου και ανώτεροι υπάλληλοι του υπουργείου Εξωτερικών. Αι συνομιλίαι αναμένεται να διαρκέσουν δύο ημέρας. ΒΑΣΙΣ ΤΗΣ ΟΙΚΟΝΟΜΙΚΗΣ ΠΟΛΙΤΙΚΗΣ ΝΙΞΟΝ Ο ΑΓΩΝ ΚΑΤΑ ΤΟΥ ΠΛΗΘΩΡΙΣΜΟΥ ΚΑΙ ΑΝΕΡΓΙΑΣ ΑΘΗΝΑΙ, 10.— Ο υπουργός Εξωτερικών της Κύπρου κ. Σπύρος Κυπριανού και ο υπουργός Παιδείας κ. Φρίξος Πετρίδης αφίχθησαν εις τας Αθήνας. Κατά την διάρκειαν της παραμονής των θα έχουν συνομιλίας με τον κ. πρωθυπουργόν και τους αρμοδίους υπουργούς επί θεμάτων κοινού ενδιαφέροντος. Εις το αεροδρόμιον υπεδέχθησαν αυτούς ο πρεσβευτής της Κύπρου και ανώτεροι υπάλληλοι του υπουργείου Εξωτερικών. Αι συνομιλίαι αναμένεται να διαρκέσουν δύο ημέρας. ΑΘΗΝΑΙ, 10.— Ο υπουργός Εξωτερικών της Κύπρου κ. Σπύρος Κυπριανού και ο υπουργός Παιδείας κ. Φρίξος Πετρίδης αφίχθησαν εις τας Αθήνας. Κατά την διάρκειαν της παραμονής των θα έχουν συνομιλίας με τον κ. πρωθυπουργόν και τους αρμοδίους υπουργούς επί θεμάτων κοινού ενδιαφέροντος. Εις το αεροδρόμιον υπεδέχθησαν αυτούς ο πρεσβευτής της Κύπρου και ανώτεροι υπάλληλοι του υπουργείου Εξωτερικών. Αι συνομιλίαι αναμένεται να διαρκέσουν δύο ημέρας. ΕΓΚΥΡΟΣ ΑΜΕΡΙΚΑΝΙΚΗ ΕΦΗΜΕΡΙΣ ΤΟΥ ΣΙΚΑΓΟΥ ΥΠΟΓΡΑΜΜΙΖΕΙ ΤΑ ΕΠΙΤΕΥΓΜΑΤΑ ΤΗΣ ΕΛΛΑΔΟΣ ΑΘΗΝΑΙ, 10.— Ο υπουργός Εξωτερικών της Κύπρου κ. Σπύρος Κυπριανού και ο υπουργός Παιδείας κ. Φρίξος Πετρίδης αφίχθησαν εις τας Αθήνας. Κατά την διάρκειαν της παραμονής των θα έχουν συνομιλίας με τον κ. πρωθυπουργόν και τους αρμοδίους υπουργούς επί θεμάτων κοινού ενδιαφέροντος. Εις το αεροδρόμιον υπεδέχθησαν αυτούς ο πρεσβευτής της Κύπρου και ανώτεροι υπάλληλοι του υπουργείου Εξωτερικών. Αι συνομιλίαι αναμένεται να διαρκέσουν δύο ημέρας. ΑΘΗΝΑΙ, 10.— Ο υπουργός Εξωτερικών της Κύπρου κ. Σπύρος Κυπριανού και ο υπουργός Παιδείας κ. Φρίξος Πετρίδης αφίχθησαν εις τας Αθήνας. Κατά την διάρκειαν της παραμονής των θα έχουν συνομιλίας με τον κ. πρωθυπουργόν και τους αρμοδίους υπουργούς επί θεμάτων κοινού ενδιαφέροντος. Εις το αεροδρόμιον υπεδέχθησαν αυτούς ο πρεσβευτής της Κύπρου και ανώτεροι υπάλληλοι του υπουργείου Εξωτερικών. Αι συνομιλίαι αναμένεται να διαρκέσουν δύο ημέρας. Η ΕΚΔΡΟΜΗ ΤΗΣ ΑΝΩΤΑΤΗΣ ΒΙΟΜΗΧΑΝΙΚΗΣ ΚΑΙ ΑΙ ΠΤΥΧΙΑΚΑΙ ΤΗΣ ΣΧΟΛΗΣ «ΠΥΘΑΓΟΡΑΣ» ΣΥΝΕΧΕΙΑ ΕΚ ΤΗΣ 1ΗΣ ΣΕΛ. ΑΘΗΝΑΙ, 10.— Ο υπουργός Εξωτερικών της Κύπρου κ. Σπύρος Κυπριανού και ο υπουργός Παιδείας κ. Φρίξος Πετρίδης αφίχθησαν εις τας Αθήνας. Κατά την διάρκειαν της παραμονής των θα έχουν συνομιλίας με τον κ. πρωθυπουργόν και τους αρμοδίους υπουργούς επί θεμάτων κοινού ενδιαφέροντος. Εις το αεροδρόμιον υπεδέχθησαν αυτούς ο πρεσβευτής της Κύπρου και ανώτεροι υπάλληλοι του υπουργείου Εξωτερικών. Αι συνομιλίαι αναμένεται να διαρκέσουν δύο ημέρας. ΓΕΩΠΟΝΟΔΑΣΟΛΟΓΙΚΗ ΑΘΗΝΑΙ, 10.— Ο υπουργός Εξωτερικών της Κύπρου κ. Σπύρος Κυπριανού και ο υπουργός Παιδείας κ. Φρίξος Πετρίδης αφίχθησαν εις τας Αθήνας. Κατά την διάρκειαν της παραμονής των θα έχουν συνομιλίας με τον κ. πρωθυπουργόν και τους αρμοδίους υπουργούς επί θεμάτων κοινού ενδιαφέροντος. Εις το αεροδρόμιον υπεδέχθησαν αυτούς ο πρεσβευτής της Κύπρου και ανώτεροι υπάλληλοι του υπουργείου Εξωτερικών. Αι συνομιλίαι αναμένεται να διαρκέσουν δύο ημέρας. ΒΙΟΜΗΧΑΝΙΚΗ ΑΘΗΝΑΙ, 10.— Ο υπουργός Εξωτερικών της Κύπρου κ. Σπύρος Κυπριανού και ο υπουργός Παιδείας κ. Φρίξος Πετρίδης αφίχθησαν εις τας Αθήνας. Κατά την διάρκειαν της παραμονής των θα έχουν συνομιλίας με τον κ. πρωθυπουργόν και τους αρμοδίους υπουργούς επί θεμάτων κοινού ενδιαφέροντος. Εις το αεροδρόμιον υπεδέχθησαν αυτούς ο πρεσβευτής της Κύπρου και ανώτεροι υπάλληλοι του υπουργείου Εξωτερικών. Αι συνομιλίαι αναμένεται να διαρκέσουν δύο ημέρας. ΠΥΘΑΓΟΡΑΣ ΑΘΗΝΑΙ, 10.— Ο υπουργός Εξωτερικών της Κύπρου κ. Σπύρος Κυπριανού και ο υπουργός Παιδείας κ. Φρίξος Πετρίδης αφίχθησαν εις τας Αθήνας. Κατά την διάρκειαν της παραμονής των θα έχουν συνομιλίας με τον κ. πρωθυπουργόν και τους αρμοδίους υπουργούς επί θεμάτων κοινού ενδιαφέροντος. Εις το αεροδρόμιον υπεδέχθησαν αυτούς ο πρεσβευτής της Κύπρου και ανώτεροι υπάλληλοι του υπουργείου Εξωτερικών. Αι συνομιλίαι αναμένεται να διαρκέσουν δύο ημέρας. [1038,14,1419,1688]
subheading: ΕΞΩΘΕΝ [84,1615,129,1628]
headline: ΑΙ ΗΝΩΜΕΝΑΙ ΠΟΛΙΤΕΙΑΙ ΚΑΘΟΡΙΖΟΥΝ ΝΕΑ ΣΥΣΤΗΜΑΤΑ ΔΙΑ ΤΗΝ ΑΣΦΑΛΕΙΑΝ ΤΗΣ ΖΩΗΣ ΕΠΙΒΑΤΩΝ ΑΥΤΟΚΙΝΗΤΩΝ [1041,798,1415,849]
headline: ΣΥΝΗΛΘΟΝ ΔΥΟ ΕΠΙΤΡΟΠΑΙ ΤΗΣ ΣΥΜΒΟΥΛΕΥΤΙΚΗΣ ΚΑΙ ΣΥΝΕΖΗΤΗΣΑΝ ΕΠΙ ΣΧΕΔΙΩΝ ΝΟΜΟΘΕΤΗΜΑΤΩΝ [545,1663,1015,1698]
headline: ΕΠΙΣΤΡΕΦΟΥΝ ΣΗΜΕΡΟΝ ΕΙΣ ΤΑΣ ΑΘΗΝΑΣ ΟΙ ΕΝΔΕΚΑ ΘΡΙΑΜΒΕΥΤΑΙ ΤΟΥ ΛΙΒΕΡΠΟΥΛ [533,1183,1027,1227]
subheading: ΦΡΑΙΖΕΡ ΚΑΙ ΚΑΛΗ ΕΛΑΙΩΝ ΑΠΟ 2.500.000 ΔΟΛΛΑΡΙΑ [32,1331,182,1357]
column-3: ΠΡΩΤΟΒΟΥΛΙΑ ΤΟΥ Κ. ΡΟΤΖΕΡΣ ΕΠΙ ΤΟΥ ΜΕΣΑΝΑΤΟΛΙΚΟΥ ΕΞΕΔΗΛΩΘΗ ΑΙΦΝΙΔΙΑΣΤΙΚΩΣ Μήνυμα τοῦ Σαντάτ πρὸς τὸν Μπρέζνιεφ Πολεμικαὶ προπαρασκευαὶ εἰς τὸ Σουέζ ΟΥΑΣΙΓΚΤΩΝ, 10. (Ρώυτερ).— Ο Αμερικανός υπουργός των Εξωτερικών κ. Ρότζερς ανέλαβε νέαν πρωτοβουλίαν διά την επίλυσιν της κρίσεως της Μέσης Ανατολής. Κατά πληροφορίας εκ διπλωματικών πηγών, ο κ. Ρότζερς υπέβαλε προτάσεις διά την επαναλειτουργίαν της διώρυγος του Σουέζ και την προσωρινήν συμφωνίαν μεταξύ των ενδιαφερομένων μερών. Αι προτάσεις αύται ανεκοινώθησαν εις τους πρεσβευτάς των χωρών της περιοχής και αναμένονται αι απαντήσεις των κυβερνήσεων. Εν τω μεταξύ ο πρόεδρος Σαντάτ απέστειλε μήνυμα προς τον σοβιετικόν ηγέτην, ενώ αναφέρονται πολεμικαί προπαρασκευαί κατά μήκος της διώρυγος. ΣΑΝΤΑΤ — ΜΠΡΕΖΝΙΕΦ Ο Αμερικανός υπουργός των Εξωτερικών κ. Ρότζερς ανέλαβε νέαν πρωτοβουλίαν διά την επίλυσιν της κρίσεως της Μέσης Ανατολής. Κατά πληροφορίας εκ διπλωματικών πηγών, ο κ. Ρότζερς υπέβαλε προτάσεις διά την επαναλειτουργίαν της διώρυγος του Σουέζ και την προσωρινήν συμφωνίαν μεταξύ των ενδιαφερομένων μερών. Αι προτάσεις αύται ανεκοινώθησαν εις τους πρεσβευτάς των χωρών της περιοχής και αναμένονται αι απαντήσεις των κυβερνήσεων. Εν τω μεταξύ ο πρόεδρος Σαντάτ απέστειλε μήνυμα προς τον σοβιετικόν ηγέτην, ενώ αναφέρονται πολεμικαί προπαρασκευαί κατά μήκος της διώρυγος. ΙΣΡΑΗΛΙΝΗ ΕΚΘΕΣΙΣ Ο Αμερικανός υπουργός των Εξωτερικών κ. Ρότζερς ανέλαβε νέαν πρωτοβουλίαν διά την επίλυσιν της κρίσεως της Μέσης Ανατολής. Κατά πληροφορίας εκ διπλωματικών πηγών, ο κ. Ρότζερς υπέβαλε προτάσεις διά την επαναλειτουργίαν της διώρυγος του Σουέζ και την προσωρινήν συμφωνίαν μεταξύ των ενδιαφερομένων μερών. Αι προτάσεις αύται ανεκοινώθησαν εις τους πρεσβευτάς των χωρών της περιοχής και αναμένονται αι απαντήσεις των κυβερνήσεων. Εν τω μεταξύ ο πρόεδρος Σαντάτ απέστειλε μήνυμα προς τον σοβιετικόν ηγέτην, ενώ αναφέρονται πολεμικαί προπαρασκευαί κατά μήκος της διώρυγος. Η ΚΑΤΑΣΤΑΣΙΣ ΕΙΣ ΣΟΥΕΖ Ο Αμερικανός υπουργός των Εξωτερικών κ. Ρότζερς ανέλαβε νέαν πρωτοβουλίαν διά την επίλυσιν της κρίσεως της Μέσης Ανατολής. Κατά πληροφορίας εκ διπλωματικών πηγών, ο κ. Ρότζερς υπέβαλε προτάσεις διά την επαναλειτουργίαν της διώρυγος του Σουέζ και την προσωρινήν συμφωνίαν μεταξύ των ενδιαφερομένων μερών. Αι προτάσεις αύται ανεκοινώθησαν εις τους πρεσβευτάς των χωρών της περιοχής και αναμένονται αι απαντήσεις των κυβερνήσεων. Εν τω μεταξύ ο πρόεδρος Σαντάτ απέστειλε μήνυμα προς τον σοβιετικόν ηγέτην, ενώ αναφέρονται πολεμικαί προπαρασκευαί κατά μήκος της διώρυγος. Ο Αμερικανός υπουργός των Εξωτερικών κ. Ρότζερς ανέλαβε νέαν πρωτοβουλίαν διά την επίλυσιν της κρίσεως της Μέσης Ανατολής. Κατά πληροφορίας εκ διπλωματικών πηγών, ο κ. Ρότζερς υπέβαλε προτάσεις διά την επαναλειτουργίαν της διώρυγος του Σουέζ και την προσωρινήν συμφωνίαν μεταξύ των ενδιαφερομένων μερών. Αι προτάσεις αύται ανεκοινώθησαν εις τους πρεσβευτάς των χωρών της περιοχής και αναμένονται αι απαντήσεις των κυβερνήσεων. Εν τω μεταξύ ο πρόεδρος Σαντάτ απέστειλε μήνυμα προς τον σοβιετικόν ηγέτην, ενώ αναφέρονται πολεμικαί προπαρασκευαί κατά μήκος της διώρυγος. ΑΡΘΡΟΝ ΤΗΣ «ΠΡΑΒΔΑ» Ο Αμερικανός υπουργός των Εξωτερικών κ. Ρότζερς ανέλαβε νέαν πρωτοβουλίαν διά την επίλυσιν της κρίσεως της Μέσης Ανατολής. Κατά πληροφορίας εκ διπλωματικών πηγών, ο κ. Ρότζερς υπέβαλε προτάσεις διά την επαναλειτουργίαν της διώρυγος του Σουέζ και την προσωρινήν συμφωνίαν μεταξύ των ενδιαφερομένων μερών. Αι προτάσεις αύται ανεκοινώθησαν εις τους πρεσβευτάς των χωρών της περιοχής και αναμένονται αι απαντήσεις των κυβερνήσεων. Εν τω μεταξύ ο πρόεδρος Σαντάτ απέστειλε μήνυμα προς τον σοβιετικόν ηγέτην, ενώ αναφέρονται πολεμικαί προπαρασκευαί κατά μήκος της διώρυγος. Η ΜΕΓΙΕΡ ΖΗΤΕΙ ΑΣΦΑΛΗ ΣΥΝΟΡΑ Ο Αμερικανός υπουργός των Εξωτερικών κ. Ρότζερς ανέλαβε νέαν πρωτοβουλίαν διά την επίλυσιν της κρίσεως της Μέσης Ανατολής. Κατά πληροφορίας εκ διπλωματικών πηγών, ο κ. Ρότζερς υπέβαλε προτάσεις διά την επαναλειτουργίαν της διώρυγος του Σουέζ και την προσωρινήν συμφωνίαν μεταξύ των ενδιαφερομένων μερών. Αι προτάσεις αύται ανεκοινώθησαν εις τους πρεσβευτάς των χωρών της περιοχής και αναμένονται αι απαντήσεις των κυβερνήσεων. Εν τω μεταξύ ο πρόεδρος Σαντάτ απέστειλε μήνυμα προς τον σοβιετικόν ηγέτην, ενώ αναφέρονται πολεμικαί προπαρασκευαί κατά μήκος της διώρυγος. ΚΑΙ-ΡΟΝ — ΟΥΑΣΙΓΚΤΩΝ Ο Αμερικανός υπουργός των Εξωτερικών κ. Ρότζερς ανέλαβε νέαν πρωτοβουλίαν διά την επίλυσιν της κρίσεως της Μέσης Ανατολής. Κατά πληροφορίας εκ διπλωματικών πηγών, ο κ. Ρότζερς υπέβαλε προτάσεις διά την επαναλειτουργίαν της διώρυγος του Σουέζ και την προσωρινήν συμφωνίαν μεταξύ των ενδιαφερομένων μερών. Αι προτάσεις αύται ανεκοινώθησαν εις τους πρεσβευτάς των χωρών της περιοχής και αναμένονται αι απαντήσεις των κυβερνήσεων. Εν τω μεταξύ ο πρόεδρος Σαντάτ απέστειλε μήνυμα προς τον σοβιετικόν ηγέτην, ενώ αναφέρονται πολεμικαί προπαρασκευαί κατά μήκος της διώρυγος. ΜΗΝΥΜΑ ΤΟΥ ΑΣΣΑΝΤ Ο Αμερικανός υπουργός των Εξωτερικών κ. Ρότζερς ανέλαβε νέαν πρωτοβουλίαν διά την επίλυσιν της κρίσεως της Μέσης Ανατολής. Κατά πληροφορίας εκ διπλωματικών πηγών, ο κ. Ρότζερς υπέβαλε προτάσεις διά την επαναλειτουργίαν της διώρυγος του Σουέζ και την προσωρινήν συμφωνίαν μεταξύ των ενδιαφερομένων μερών. Αι προτάσεις αύται ανεκοινώθησαν εις τους πρεσβευτάς των χωρών της περιοχής και αναμένονται αι απαντήσεις των κυβερνήσεων. Εν τω μεταξύ ο πρόεδρος Σαντάτ απέστειλε μήνυμα προς τον σοβιετικόν ηγέτην, ενώ αναφέρονται πολεμικαί προπαρασκευαί κατά μήκος της διώρυγος. ΕΠΕΙΣΟΔΙΟΝ ΕΙΣ ΓΑΖΑΝ Ο Αμερικανός υπουργός των Εξωτερικών κ. Ρότζερς ανέλαβε νέαν πρωτοβουλίαν διά την επίλυσιν της κρίσεως της Μέσης Ανατολής. Κατά πληροφορίας εκ διπλωματικών πηγών, ο κ. Ρότζερς υπέβαλε προτάσεις διά την επαναλειτουργίαν της διώρυγος του Σουέζ και την προσωρινήν συμφωνίαν μεταξύ των ενδιαφερομένων μερών. Αι προτάσεις αύται ανεκοινώθησαν εις τους πρεσβευτάς των χωρών της περιοχής και αναμένονται αι απαντήσεις των κυβερνήσεων. Εν τω μεταξύ ο πρόεδρος Σαντάτ απέστειλε μήνυμα προς τον σοβιετικόν ηγέτην, ενώ αναφέρονται πολεμικαί προπαρασκευαί κατά μήκος της διώρυγος. ΟΥΔΕΜΙΑ ΠΙΕΣΙΣ Ο Αμερικανός υπουργός των Εξωτερικών κ. Ρότζερς ανέλαβε νέαν πρωτοβουλίαν διά την επίλυσιν της κρίσεως της Μέσης Ανατολής. Κατά πληροφορίας εκ διπλωματικών πηγών, ο κ. Ρότζερς υπέβαλε προτάσεις διά την επαναλειτουργίαν της διώρυγος του Σουέζ και την προσωρινήν συμφωνίαν μεταξύ των ενδιαφερομένων μερών. Αι προτάσεις αύται ανεκοινώθησαν εις τους πρεσβευτάς των χωρών της περιοχής και αναμένονται αι απαντήσεις των κυβερνήσεων. Εν τω μεταξύ ο πρόεδρος Σαντάτ απέστειλε μήνυμα προς τον σοβιετικόν ηγέτην, ενώ αναφέρονται πολεμικαί προπαρασκευαί κατά μήκος της διώρυγος. ΣΠΟΡΑΔΙΚΑ ΠΥΡΑ Ο Αμερικανός υπουργός των Εξωτερικών κ. Ρότζερς ανέλαβε νέαν πρωτοβουλίαν διά την επίλυσιν της κρίσεως της Μέσης Ανατολής. Κατά πληροφορίας εκ διπλωματικών πηγών, ο κ. Ρότζερς υπέβαλε προτάσεις διά την επαναλειτουργίαν της διώρυγος του Σουέζ και την προσωρινήν συμφωνίαν μεταξύ των ενδιαφερομένων μερών. Αι προτάσεις αύται ανεκοινώθησαν εις τους πρεσβευτάς των χωρών της περιοχής και αναμένονται αι απαντήσεις των κυβερνήσεων. Εν τω μεταξύ ο πρόεδρος Σαντάτ απέστειλε μήνυμα προς τον σοβιετικόν ηγέτην, ενώ αναφέρονται πολεμικαί προπαρασκευαί κατά μήκος της διώρυγος. Η ΕΝΟΤΗΣ ΤΩΝ ΑΡΑΒΩΝ ΕΠΙΣΤΡΕΦΟΥΝ ΣΗΜΕΡΟΝ ΕΙΣ ΤΑΣ ΑΘΗΝΑΣ ΟΙ ΕΝΔΕΚΑ ΘΡΙΑΜΒΕΥΤΑΙ ΤΟΥ ΛΙΒΕΡΠΟΥΛ ΣΥΝΕΧΕΙΑ ΕΚ ΤΗΣ 1ΗΣ ΣΕΛ. Ο Αμερικανός υπουργός των Εξωτερικών κ. Ρότζερς ανέλαβε νέαν πρωτοβουλίαν διά την επίλυσιν της κρίσεως της Μέσης Ανατολής. Κατά πληροφορίας εκ διπλωματικών πηγών, ο κ. Ρότζερς υπέβαλε προτάσεις διά την επαναλειτουργίαν της διώρυγος του Σουέζ και την προσωρινήν συμφωνίαν μεταξύ των ενδιαφερομένων μερών. Αι προτάσεις αύται ανεκοινώθησαν εις τους πρεσβευτάς των χωρών της περιοχής και αναμένονται αι απαντήσεις των κυβερνήσεων. Εν τω μεταξύ ο πρόεδρος Σαντάτ απέστειλε μήνυμα προς τον σοβιετικόν ηγέτην, ενώ αναφέρονται πολεμικαί προπαρασκευαί κατά μήκος της διώρυγος. Η «ΤΕΛΕΓΡΑΦ» Ο Αμερικανός υπουργός των Εξωτερικών κ. Ρότζερς ανέλαβε νέαν πρωτοβουλίαν διά την επίλυσιν της κρίσεως της Μέσης Ανατολής. Κατά πληροφορίας εκ διπλωματικών πηγών, ο κ. Ρότζερς υπέβαλε προτάσεις διά την επαναλειτουργίαν της διώρυγος του Σουέζ και την προσωρινήν συμφωνίαν μεταξύ των ενδιαφερομένων μερών. Αι προτάσεις αύται ανεκοινώθησαν εις τους πρεσβευτάς των χωρών της περιοχής και αναμένονται αι απαντήσεις των κυβερνήσεων. Εν τω μεταξύ ο πρόεδρος Σαντάτ απέστειλε μήνυμα προς τον σοβιετικόν ηγέτην, ενώ αναφέρονται πολεμικαί προπαρασκευαί κατά μήκος της διώρυγος. Ο Αμερικανός υπουργός των Εξωτερικών κ. Ρότζερς ανέλαβε νέαν πρωτοβουλίαν διά την επίλυσιν της κρίσεως της Μέσης Ανατολής. Κατά πληροφορίας εκ διπλωματικών πηγών, ο κ. Ρότζερς υπέβαλε προτάσεις διά την επαναλειτουργίαν της διώρυγος του Σουέζ και την προσωρινήν συμφωνίαν μεταξύ των ενδιαφερομένων μερών. Αι προτάσεις αύται ανεκοινώθησαν εις τους πρεσβευτάς των χωρών της περιοχής και αναμένονται αι απαντήσεις των κυβερνήσεων. Εν τω μεταξύ ο πρόεδρος Σαντάτ απέστειλε μήνυμα προς τον σοβιετικόν ηγέτην, ενώ αναφέρονται πολεμικαί προπαρασκευαί κατά μήκος της διώρυγος. Η «ΣΚΙΠ» Ο Αμερικανός υπουργός των Εξωτερικών κ. Ρότζερς ανέλαβε νέαν πρωτοβουλίαν διά την επίλυσιν της κρίσεως της Μέσης Ανατολής. Κατά πληροφορίας εκ διπλωματικών πηγών, ο κ. Ρότζερς υπέβαλε προτάσεις διά την επαναλειτουργίαν της διώρυγος του Σουέζ και την προσωρινήν συμφωνίαν μεταξύ των ενδιαφερομένων μερών. Αι προτάσεις αύται ανεκοινώθησαν εις τους πρεσβευτάς των χωρών της περιοχής και αναμένονται αι απαντήσεις των κυβερνήσεων. Εν τω μεταξύ ο πρόεδρος Σαντάτ απέστειλε μήνυμα προς τον σοβιετικόν ηγέτην, ενώ αναφέρονται πολεμικαί προπαρασκευαί κατά μήκος της διώρυγος. Ο Αμερικανός υπουργός των Εξωτερικών κ. Ρότζερς ανέλαβε νέαν πρωτοβουλίαν διά την επίλυσιν της κρίσεως της Μέσης Ανατολής. Κατά πληροφορίας εκ διπλωματικών πηγών, ο κ. Ρότζερς υπέβαλε προτάσεις διά την επαναλειτουργίαν της διώρυγος του Σουέζ και την προσωρινήν συμφωνίαν μεταξύ των ενδιαφερομένων μερών. Αι προτάσεις αύται ανεκοινώθησαν εις τους πρεσβευτάς των χωρών της περιοχής και αναμένονται αι απαντήσεις των κυβερνήσεων. Εν τω μεταξύ ο πρόεδρος Σαντάτ απέστειλε μήνυμα προς τον σοβιετικόν ηγέτην, ενώ αναφέρονται πολεμικαί προπαρασκευαί κατά μήκος της διώρυγος. Ο Αμερικανός υπουργός των Εξωτερικών κ. Ρότζερς ανέλαβε νέαν πρωτοβουλίαν διά την επίλυσιν της κρίσεως της Μέσης Ανατολής. Κατά πληροφορίας εκ διπλωματικών πηγών, ο κ. Ρότζερς υπέβαλε προτάσεις διά την επαναλειτουργίαν της διώρυγος του Σουέζ και την προσωρινήν συμφωνίαν μεταξύ των ενδιαφερομένων μερών. Αι προτάσεις αύται ανεκοινώθησαν εις τους πρεσβευτάς των χωρών της περιοχής και αναμένονται αι απαντήσεις των κυβερνήσεων. Εν τω μεταξύ ο πρόεδρος Σαντάτ απέστειλε μήνυμα προς τον σοβιετικόν ηγέτην, ενώ αναφέρονται πολεμικαί προπαρασκευαί κατά μήκος της διώρυγος. ΣΥΝΗΛΘΟΝ ΔΥΟ ΕΠΙΤΡΟΠΑΙ ΤΗΣ ΣΥΜΒΟΥΛΕΥΤΙΚΗΣ ΚΑΙ ΣΥΝΕΖΗΤΗΣΑΝ ΕΠΙ ΣΧΕΔΙΩΝ ΝΟΜΟΘΕΤΗΜΑΤΩΝ Ο Αμερικανός υπουργός των Εξωτερικών κ. Ρότζερς ανέλαβε νέαν πρωτοβουλίαν διά την επίλυσιν της κρίσεως της Μέσης Ανατολής. Κατά πληροφορίας εκ διπλωματικών πηγών, ο κ. Ρότζερς υπέβαλε προτάσεις διά την επαναλειτουργίαν της διώρυγος του Σουέζ και την προσωρινήν συμφωνίαν μεταξύ των ενδιαφερομένων μερών. Αι προτάσεις αύται ανεκοινώθησαν εις τους πρεσβευτάς των χωρών της περιοχής και αναμένονται αι απαντήσεις των κυβερνήσεων. Εν τω μεταξύ ο πρόεδρος Σαντάτ απέστειλε μήνυμα προς τον σοβιετικόν ηγέτην, ενώ αναφέρονται πολεμικαί προπαρασκευαί κατά μήκος της διώρυγος. Ο Αμερικανός υπουργός των Εξωτερικών κ. Ρότζερς ανέλαβε νέαν πρωτοβουλίαν διά την επίλυσιν της κρίσεως της Μέσης Ανατολής. Κατά πληροφορίας εκ διπλωματικών πηγών, ο κ. Ρότζερς υπέβαλε προτάσεις διά την επαναλειτουργίαν της διώρυγος του Σουέζ και την προσωρινήν συμφωνίαν μεταξύ των ενδιαφερομένων μερών. Αι προτάσεις αύται ανεκοινώθησαν εις τους πρεσβευτάς των χωρών της περιοχής και αναμένονται αι απαντήσεις των κυβερνήσεων. Εν τω μεταξύ ο πρόεδρος Σαντάτ απέστειλε μήνυμα προς τον σοβιετικόν ηγέτην, ενώ αναφέρονται πολεμικαί προπαρασκευαί κατά μήκος της διώρυγος. ΕΡΜΗΝΕΙΑ ΣΧΟΛΙΩΝ Ο Αμερικανός υπουργός των Εξωτερικών κ. Ρότζερς ανέλαβε νέαν πρωτοβουλίαν διά την επίλυσιν της κρίσεως της Μέσης Ανατολής. Κατά πληροφορίας εκ διπλωματικών πηγών, ο κ. Ρότζερς υπέβαλε προτάσεις διά την επαναλειτουργίαν της διώρυγος του Σουέζ και την προσωρινήν συμφωνίαν μεταξύ των ενδιαφερομένων μερών. Αι προτάσεις αύται ανεκοινώθησαν εις τους πρεσβευτάς των χωρών της περιοχής και αναμένονται αι απαντήσεις των κυβερνήσεων. Εν τω μεταξύ ο πρόεδρος Σαντάτ απέστειλε μήνυμα προς τον σοβιετικόν ηγέτην, ενώ αναφέρονται πολεμικαί προπαρασκευαί κατά μήκος της διώρυγος. Ο ΝΙΞΟΝ ΑΠΟΒΛΕΠΕΙ ΔΙΑ ΤΗΣ ΠΟΛΙΤΙΚΗΣ ΤΟΥ ΕΙΣ ΤΗΝ ΑΣΦΑΛΕΙΑΝ ΤΩΝ ΗΝΩΜ. ΠΟΛΙΤΕΙΩΝ ΣΥΝΕΧΕΙΑ ΕΚ ΤΗΣ 1ΗΣ ΣΕΛ. Ο Αμερικανός υπουργός των Εξωτερικών κ. Ρότζερς ανέλαβε νέαν πρωτοβουλίαν διά την επίλυσιν της κρίσεως της Μέσης Ανατολής. Κατά πληροφορίας εκ διπλωματικών πηγών, ο κ. Ρότζερς υπέβαλε προτάσεις διά την επαναλειτουργίαν της διώρυγος του Σουέζ και την προσωρινήν συμφωνίαν μεταξύ των ενδιαφερομένων μερών. Αι προτάσεις αύται ανεκοινώθησαν εις τους πρεσβευτάς των χωρών της περιοχής και αναμένονται αι απαντήσεις των κυβερνήσεων. Εν τω μεταξύ ο πρόεδρος Σαντάτ απέστειλε μήνυμα προς τον σοβιετικόν ηγέτην, ενώ αναφέρονται πολεμικαί προπαρασκευαί κατά μήκος της διώρυγος. ΟΥΔΕΙΣ ΚΙΝΔΥΝΟΣ Ο Αμερικανός υπουργός των Εξωτερικών κ. Ρότζερς ανέλαβε νέαν πρωτοβουλίαν διά την επίλυσιν της κρίσεως της Μέσης Ανατολής. Κατά πληροφορίας εκ διπλωματικών πηγών, ο κ. Ρότζερς υπέβαλε προτάσεις διά την επαναλειτουργίαν της διώρυγος του Σουέζ και την προσωρινήν συμφωνίαν μεταξύ των ενδιαφερομένων μερών. Αι προτάσεις αύται ανεκοινώθησαν εις τους πρεσβευτάς των χωρών της περιοχής και αναμένονται αι απαντήσεις των κυβερνήσεων. Εν τω μεταξύ ο πρόεδρος Σαντάτ απέστειλε μήνυμα προς τον σοβιετικόν ηγέτην, ενώ αναφέρονται πολεμικαί προπαρασκευαί κατά μήκος της διώρυγος. ΕΠΙΣΠΑΣΙΣ Ο ΚΟΣΜΟΣ Ο Αμερικανός υπουργός των Εξωτερικών κ. Ρότζερς ανέλαβε νέαν πρωτοβουλίαν διά την επίλυσιν της κρίσεως της Μέσης Ανατολής. Κατά πληροφορίας εκ διπλωματικών πηγών, ο κ. Ρότζερς υπέβαλε προτάσεις διά την επαναλειτουργίαν της διώρυγος του Σουέζ και την προσωρινήν συμφωνίαν μεταξύ των ενδιαφερομένων μερών. Αι προτάσεις αύται ανεκοινώθησαν εις τους πρεσβευτάς των χωρών της περιοχής και αναμένονται αι απαντήσεις των κυβερνήσεων. Εν τω μεταξύ ο πρόεδρος Σαντάτ απέστειλε μήνυμα προς τον σοβιετικόν ηγέτην, ενώ αναφέρονται πολεμικαί προπαρασκευαί κατά μήκος της διώρυγος. Η ΑΠΟΧΩΡΗΣΙΣ ΕΞ ΕΥΡΩΠΗΣ Ο Αμερικανός υπουργός των Εξωτερικών κ. Ρότζερς ανέλαβε νέαν πρωτοβουλίαν διά την επίλυσιν της κρίσεως της Μέσης Ανατολής. Κατά πληροφορίας εκ διπλωματικών πηγών, ο κ. Ρότζερς υπέβαλε προτάσεις διά την επαναλειτουργίαν της διώρυγος του Σουέζ και την προσωρινήν συμφωνίαν μεταξύ των ενδιαφερομένων μερών. Αι προτάσεις αύται ανεκοινώθησαν εις τους πρεσβευτάς των χωρών της περιοχής και αναμένονται αι απαντήσεις των κυβερνήσεων. Εν τω μεταξύ ο πρόεδρος Σαντάτ απέστειλε μήνυμα προς τον σοβιετικόν ηγέτην, ενώ αναφέρονται πολεμικαί προπαρασκευαί κατά μήκος της διώρυγος. ΔΗΛΩΣΕΙΣ ΤΟΥ ΡΟΤΖΕΡΣ Ο Αμερικανός υπουργός των Εξωτερικών κ. Ρότζερς ανέλαβε νέαν πρωτοβουλίαν διά την επίλυσιν της κρίσεως της Μέσης Ανατολής. Κατά πληροφορίας εκ διπλωματικών πηγών, ο κ. Ρότζερς υπέβαλε προτάσεις διά την επαναλειτουργίαν της διώρυγος του Σουέζ και την προσωρινήν συμφωνίαν μεταξύ των ενδιαφερομένων μερών. Αι προτάσεις αύται ανεκοινώθησαν εις τους πρεσβευτάς των χωρών της περιοχής και αναμένονται αι απαντήσεις των κυβερνήσεων. Εν τω μεταξύ ο πρόεδρος Σαντάτ απέστειλε μήνυμα προς τον σοβιετικόν ηγέτην, ενώ αναφέρονται πολεμικαί προπαρασκευαί κατά μήκος της διώρυγος. Ο ΠΟΥΣΚΑΣ Ο Αμερικανός υπουργός των Εξωτερικών κ. Ρότζερς ανέλαβε νέαν πρωτοβουλίαν διά την επίλυσιν της κρίσεως της Μέσης Ανατολής. Κατά πληροφορίας εκ διπλωματικών πηγών, ο κ. Ρότζερς υπέβαλε προτάσεις διά την επαναλειτουργίαν της διώρυγος του Σουέζ και την προσωρινήν συμφωνίαν μεταξύ των ενδιαφερομένων μερών. Αι προτάσεις αύται ανεκοινώθησαν εις τους πρεσβευτάς των χωρών της περιοχής και αναμένονται αι απαντήσεις των κυβερνήσεων. Εν τω μεταξύ ο πρόεδρος Σαντάτ απέστειλε μήνυμα προς τον σοβιετικόν ηγέτην, ενώ αναφέρονται πολεμικαί προπαρασκευαί κατά μήκος της διώρυγος. ΕΠΙΣΤΡΕΦΟΥΝ ΣΗΜΕΡΟΝ Ο Αμερικανός υπουργός των Εξωτερικών κ. Ρότζερς ανέλαβε νέαν πρωτοβουλίαν διά την επίλυσιν της κρίσεως της Μέσης Ανατολής. Κατά πληροφορίας εκ διπλωματικών πηγών, ο κ. Ρότζερς υπέβαλε προτάσεις διά την επαναλειτουργίαν της διώρυγος του Σουέζ και την προσωρινήν συμφωνίαν μεταξύ των ενδιαφερομένων μερών. Αι προτάσεις αύται ανεκοινώθησαν εις τους πρεσβευτάς των χωρών της περιοχής και αναμένονται αι απαντήσεις των κυβερνήσεων. Εν τω μεταξύ ο πρόεδρος Σαντάτ απέστειλε μήνυμα προς τον σοβιετικόν ηγέτην, ενώ αναφέρονται πολεμικαί προπαρασκευαί κατά μήκος της διώρυγος. [531,15,1028,2575]
headline: ΕΜΟΝΙΜΟΠΟΙΗΘΗΣΑΝ ΔΟΚΙΜΟΙ ΠΥΡΟΣΒΕΣΤΑΙ ΣΥΜΠΛΗΡΩΣΑΝΤΕΣ ΕΝΙΑΥΣΙΟΝ ΥΠΗΡΕΣΙΑΝ [46,976,333,1027]
headline: ΑΥΤΟΚΤΟΝΙΑ ΦΟΙΤΗΤΟΥ ΕΙΣ ΘΕΣΣΑΛΟΝΙΚΗΝ [364,1074,520,1101]
subheading: ΕΓΚΑΙΝΙΑ ΕΚΘΕΣΕΩΣ [386,698,498,712]
main-headline: ΠΡΩΤΟΒΟΥΛΙΑ ΤΟΥ Κ. ΡΟΤΖΕΡΣ ΕΠΙ ΤΟΥ ΜΕΣΑΝΑΤΟΛΙΚΟΥ ΕΞΕΔΗΛΩΘΗ ΑΙΦΝΙΔΙΑΣΤΙΚΩΣ [536,15,1024,144]
